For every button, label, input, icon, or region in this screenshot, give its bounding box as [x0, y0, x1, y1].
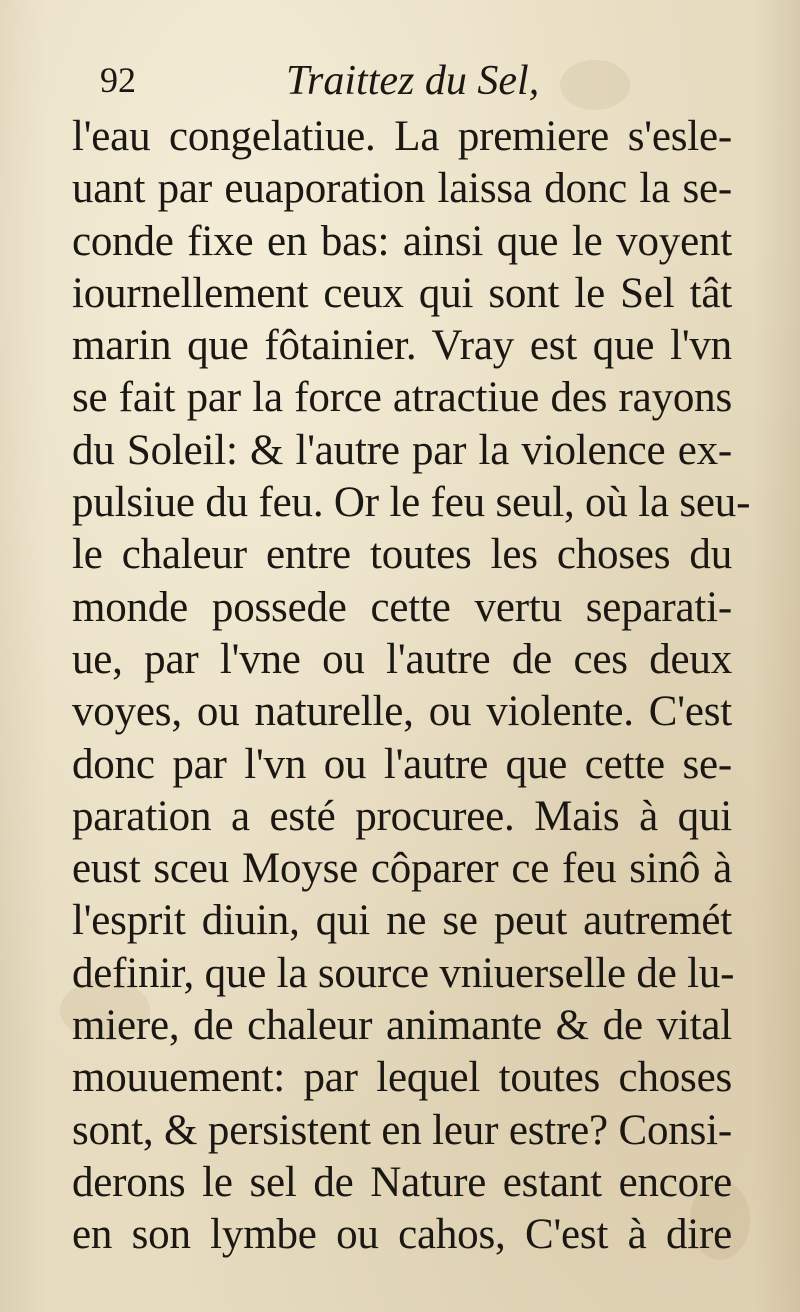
text-line: ue, par l'vne ou l'autre de ces deux [72, 635, 732, 683]
text-line: du Soleil: & l'autre par la violence ex- [72, 426, 732, 474]
text-line: monde possede cette vertu separati- [72, 583, 732, 631]
text-line: marin que fôtainier. Vray est que l'vn [72, 322, 732, 370]
page-header [100, 50, 660, 108]
text-line: uant par euaporation laissa donc la se- [72, 165, 732, 213]
text-line: eust sceu Moyse côparer ce feu sinô à [72, 845, 732, 893]
text-line: miere, de chaleur animante & de vital [72, 1002, 732, 1050]
text-line: definir, que la source vniuerselle de lu- [72, 949, 735, 997]
text-line: l'eau congelatiue. La premiere s'esle- [72, 113, 732, 160]
text-line: sont, & persistent en leur estre? Consi- [72, 1106, 732, 1154]
text-line: voyes, ou naturelle, ou violente. C'est [72, 688, 732, 736]
page-number: 92 [100, 60, 136, 100]
text-line: le chaleur entre toutes les choses du [72, 531, 732, 579]
text-line: iournellement ceux qui sont le Sel tât [72, 269, 732, 317]
text-line: derons le sel de Nature estant encore [72, 1158, 732, 1206]
text-line: se fait par la force atractiue des rayons [72, 374, 732, 422]
text-line: mouuement: par lequel toutes choses [72, 1054, 732, 1102]
text-line: l'esprit diuin, qui ne se peut autremét [72, 897, 732, 945]
text-line: pulsiue du feu. Or le feu seul, où la seu- [72, 479, 751, 527]
body-text [72, 111, 751, 1262]
text-line: paration a esté procuree. Mais à qui [72, 792, 732, 840]
running-title: Traittez du Sel, [286, 58, 540, 104]
text-line: donc par l'vn ou l'autre que cette se- [72, 740, 732, 788]
text-line: en son lymbe ou cahos, C'est à dire [72, 1211, 732, 1259]
text-line: conde fixe en bas: ainsi que le voyent [72, 217, 732, 265]
